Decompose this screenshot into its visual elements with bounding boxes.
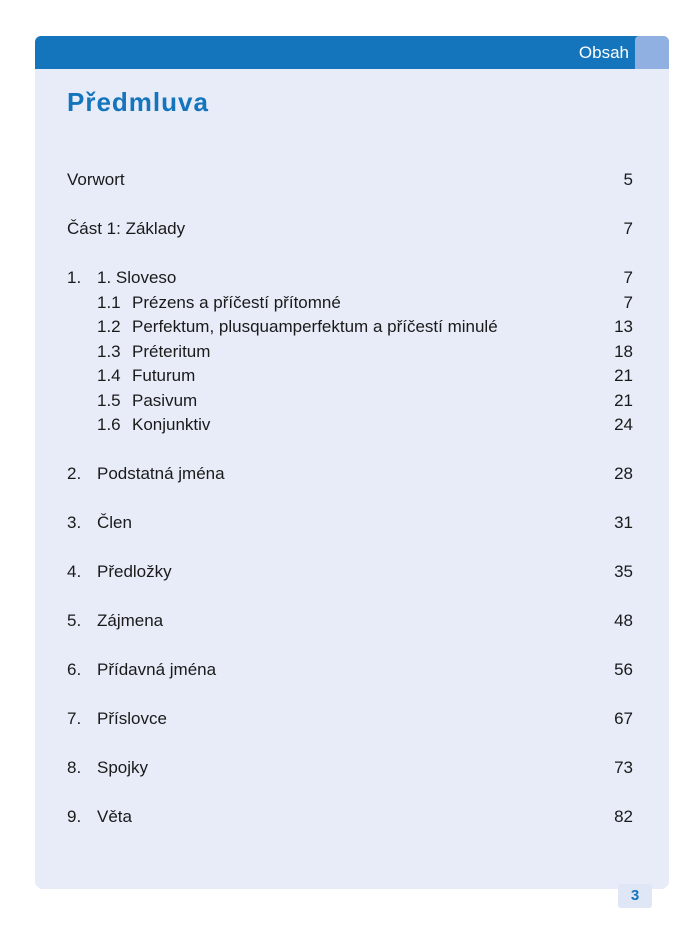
toc-label: Přídavná jména <box>97 660 217 679</box>
toc-page: 21 <box>614 390 633 410</box>
toc-number: 3. <box>67 513 82 532</box>
toc-label: Část 1: Základy <box>67 219 186 238</box>
toc-label <box>97 413 210 438</box>
toc-label: Věta <box>97 807 132 826</box>
toc-page: 28 <box>614 464 633 483</box>
toc-subentry <box>67 340 633 365</box>
toc-number: 2. <box>67 464 82 483</box>
toc-label: Spojky <box>97 758 149 777</box>
toc-number: 4. <box>67 562 82 581</box>
toc-number: 7. <box>67 709 82 728</box>
section-label: Obsah <box>578 43 629 62</box>
toc-label <box>97 340 210 365</box>
toc-number: 5. <box>67 611 82 630</box>
toc-subnumber: 1.5 <box>97 390 121 410</box>
toc-subtitle: Préteritum <box>132 341 211 361</box>
toc-subtitle: Prézens a příčestí přítomné <box>132 292 341 312</box>
toc-entry-chapter-4 <box>67 560 633 585</box>
toc-page: 5 <box>623 170 633 189</box>
toc-entry-chapter-9 <box>67 805 633 830</box>
table-of-contents <box>67 168 633 830</box>
toc-subentry <box>67 315 633 340</box>
toc-entry-chapter-2 <box>67 462 633 487</box>
toc-label <box>97 315 498 340</box>
page-number: 3 <box>618 884 652 908</box>
toc-subtitle: Pasivum <box>132 390 198 410</box>
toc-entry-chapter-1 <box>67 266 633 291</box>
toc-label: Podstatná jména <box>97 464 225 483</box>
toc-subnumber: 1.1 <box>97 292 121 312</box>
toc-page: 67 <box>614 709 633 728</box>
toc-subentry <box>67 389 633 414</box>
toc-page: 35 <box>614 562 633 581</box>
toc-subtitle: Futurum <box>132 366 196 385</box>
toc-page: 18 <box>614 341 633 361</box>
toc-page: 31 <box>614 513 633 532</box>
toc-page: 13 <box>614 317 633 336</box>
toc-entry-foreword <box>67 168 633 193</box>
toc-page: 82 <box>614 807 633 826</box>
toc-number: 1. <box>67 268 82 287</box>
toc-page: 7 <box>623 268 633 287</box>
toc-subnumber: 1.2 <box>97 317 121 336</box>
toc-subtitle: Konjunktiv <box>132 415 211 434</box>
toc-entry-chapter-6 <box>67 658 633 683</box>
toc-page: 56 <box>614 660 633 679</box>
toc-subentry <box>67 413 633 438</box>
toc-entry-chapter-5 <box>67 609 633 634</box>
toc-page: 73 <box>614 758 633 777</box>
toc-subentry <box>67 364 633 389</box>
toc-subnumber: 1.3 <box>97 341 121 361</box>
toc-page: 21 <box>614 366 633 385</box>
page-title: Předmluva <box>67 87 209 117</box>
toc-label: 1. Sloveso <box>97 268 177 287</box>
toc-label: Předložky <box>97 562 172 581</box>
toc-number: 6. <box>67 660 82 679</box>
toc-label <box>97 291 341 316</box>
toc-label <box>97 389 197 414</box>
toc-entry-chapter-8 <box>67 756 633 781</box>
toc-subnumber: 1.4 <box>97 366 121 385</box>
toc-label <box>97 364 195 389</box>
toc-number: 9. <box>67 807 82 826</box>
toc-label: Zájmena <box>97 611 164 630</box>
toc-page: 7 <box>623 292 633 312</box>
header-tab <box>635 36 669 69</box>
toc-subtitle: Perfektum, plusquamperfektum a příčestí minulé <box>132 317 498 336</box>
header-bar <box>35 36 669 69</box>
toc-entry-chapter-7 <box>67 707 633 732</box>
toc-label: Vorwort <box>67 170 125 189</box>
toc-subnumber: 1.6 <box>97 415 121 434</box>
toc-entry-part <box>67 217 633 242</box>
toc-label: Příslovce <box>97 709 167 728</box>
toc-page: 24 <box>614 415 633 434</box>
toc-entry-chapter-3 <box>67 511 633 536</box>
toc-page: 7 <box>623 219 633 238</box>
toc-number: 8. <box>67 758 82 777</box>
toc-label: Člen <box>97 513 132 532</box>
toc-page: 48 <box>614 611 633 630</box>
toc-subentry <box>67 291 633 316</box>
